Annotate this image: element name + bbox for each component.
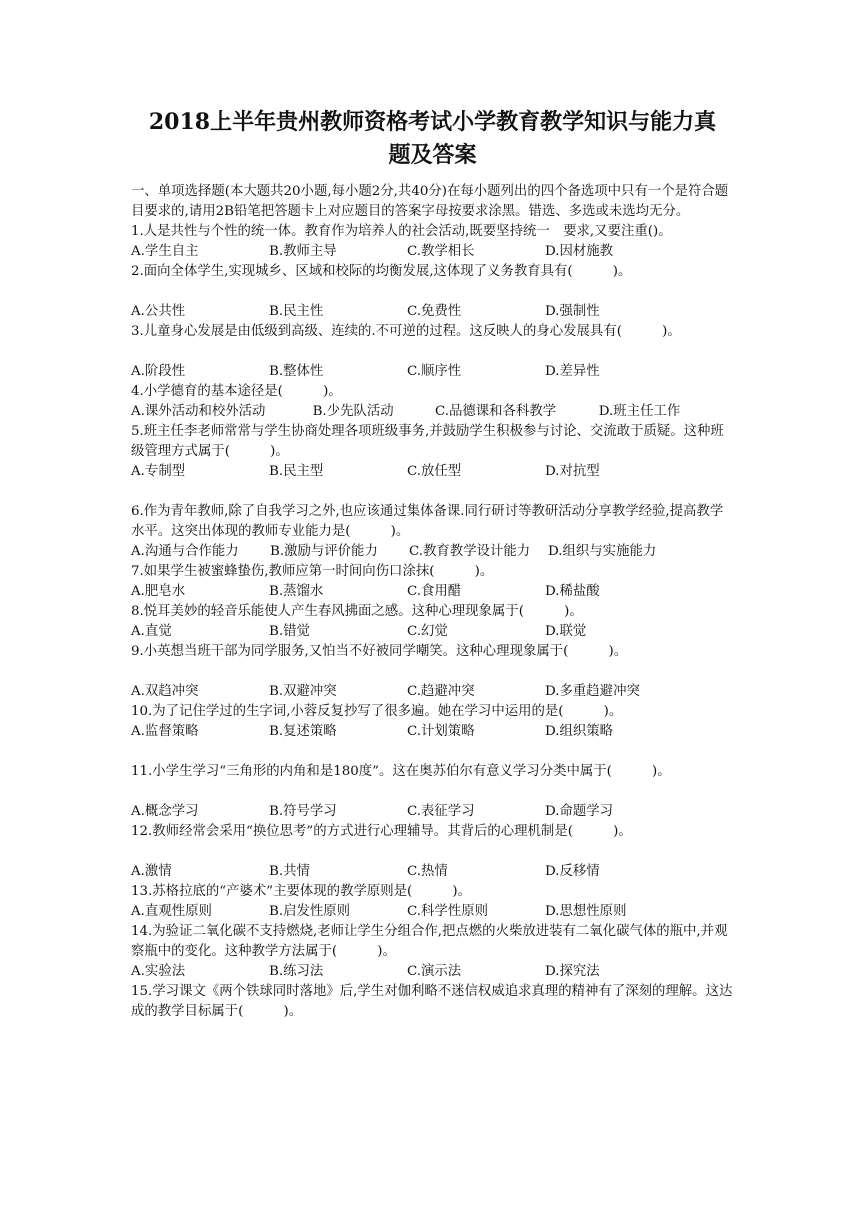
option: D.联觉	[545, 624, 587, 639]
option: D.探究法	[545, 964, 600, 979]
option: A.双趋冲突	[131, 684, 199, 699]
option: B.整体性	[269, 364, 324, 379]
option: C.趋避冲突	[407, 684, 475, 699]
option-row	[131, 682, 735, 702]
option: C.食用醋	[407, 584, 462, 599]
question-stem: 11.小学生学习“三角形的内角和是180度”。这在奥苏伯尔有意义学习分类中属于( )。	[131, 764, 671, 779]
spacer	[131, 742, 735, 762]
option: D.强制性	[545, 304, 600, 319]
option: C.科学性原则	[407, 904, 488, 919]
section-instructions: 一、单项选择题(本大题共20小题,每小题2分,共40分)在每小题列出的四个备选项中只有一个是符合题目要求的,请用2B铅笔把答题卡上对应题目的答案字母按要求涂黑。错选、多选或未选均无分。	[131, 184, 729, 219]
question-stem: 1.人是共性与个性的统一体。教育作为培养人的社会活动,既要坚持统一 要求,又要注重()。	[131, 224, 672, 239]
spacer	[131, 282, 735, 302]
option-row	[131, 962, 735, 982]
option: A.公共性	[131, 304, 186, 319]
option: A.阶段性	[131, 364, 186, 379]
option: C.免费性	[407, 304, 462, 319]
question-stem: 7.如果学生被蜜蜂蛰伤,教师应第一时间向伤口涂抹( )。	[131, 564, 494, 579]
question-stem: 14.为验证二氧化碳不支持燃烧,老师让学生分组合作,把点燃的火柴放进装有二氧化碳气体的瓶中,并观察瓶中的变化。这种教学方法属于( )。	[131, 924, 728, 959]
option-row	[131, 862, 735, 882]
document-title	[120, 106, 745, 172]
question-stem: 15.学习课文《两个铁球同时落地》后,学生对伽利略不迷信权威追求真理的精神有了深刻的理解。这达成的教学目标属于( )。	[131, 984, 733, 1019]
option: C.品德课和各科教学	[434, 404, 557, 419]
option-row	[131, 402, 735, 422]
title-line-2: 题及答案	[388, 142, 477, 168]
question-stem: 6.作为青年教师,除了自我学习之外,也应该通过集体备课.同行研讨等教研活动分享教学经验,提高教学水平。这突出体现的教师专业能力是( )。	[131, 504, 724, 539]
option: D.对抗型	[545, 464, 600, 479]
option: B.练习法	[269, 964, 324, 979]
option-row	[131, 242, 735, 262]
option: B.共情	[269, 864, 310, 879]
option: A.直觉	[131, 624, 172, 639]
option: D.思想性原则	[545, 904, 627, 919]
option-row	[131, 622, 735, 642]
option-row	[131, 542, 735, 562]
question-stem: 12.教师经常会采用“换位思考”的方式进行心理辅导。其背后的心理机制是( )。	[131, 824, 632, 839]
question-stem: 4.小学德育的基本途径是( )。	[131, 384, 342, 399]
option: A.激情	[131, 864, 172, 879]
option: B.激励与评价能力	[270, 544, 378, 559]
question-stem: 3.儿童身心发展是由低级到高级、连续的.不可逆的过程。这反映人的身心发展具有( )。	[131, 324, 681, 339]
option-row	[131, 722, 735, 742]
option: B.教师主导	[269, 244, 337, 259]
option: C.顺序性	[407, 364, 462, 379]
option: B.符号学习	[269, 804, 337, 819]
option: D.命题学习	[545, 804, 614, 819]
option-row	[131, 802, 735, 822]
question-stem: 10.为了记住学过的生字词,小蓉反复抄写了很多遍。她在学习中运用的是( )。	[131, 704, 623, 719]
option-row	[131, 302, 735, 322]
option: D.组织策略	[545, 724, 614, 739]
option: C.教学相长	[407, 244, 475, 259]
option: A.课外活动和校外活动	[131, 404, 266, 419]
question-stem: 2.面向全体学生,实现城乡、区域和校际的均衡发展,这体现了义务教育具有( )。	[131, 264, 632, 279]
option: B.双避冲突	[269, 684, 337, 699]
option: C.教育教学设计能力	[409, 544, 531, 559]
option: C.计划策略	[407, 724, 475, 739]
spacer	[131, 482, 735, 502]
question-stem: 13.苏格拉底的“产婆术”主要体现的教学原则是( )。	[131, 884, 472, 899]
option: D.反移情	[545, 864, 600, 879]
option: A.肥皂水	[131, 584, 186, 599]
option: B.蒸馏水	[269, 584, 324, 599]
question-stem: 8.悦耳美妙的轻音乐能使人产生春风拂面之感。这种心理现象属于( )。	[131, 604, 583, 619]
spacer	[131, 342, 735, 362]
option: A.沟通与合作能力	[131, 544, 239, 559]
question-stem: 9.小英想当班干部为同学服务,又怕当不好被同学嘲笑。这种心理现象属于( )。	[131, 644, 628, 659]
option: A.直观性原则	[131, 904, 212, 919]
option: A.概念学习	[131, 804, 199, 819]
option: D.差异性	[545, 364, 600, 379]
option: B.民主型	[269, 464, 324, 479]
option: C.演示法	[407, 964, 462, 979]
option: A.监督策略	[131, 724, 199, 739]
spacer	[131, 662, 735, 682]
option: D.因材施教	[545, 244, 614, 259]
option: B.民主性	[269, 304, 324, 319]
option: A.专制型	[131, 464, 186, 479]
option: B.复述策略	[269, 724, 337, 739]
option: B.少先队活动	[312, 404, 394, 419]
option: D.稀盐酸	[545, 584, 600, 599]
option: A.实验法	[131, 964, 186, 979]
option: D.班主任工作	[598, 404, 681, 419]
option: C.表征学习	[407, 804, 475, 819]
option: A.学生自主	[131, 244, 199, 259]
title-line-1: 2018上半年贵州教师资格考试小学教育教学知识与能力真	[148, 109, 717, 135]
option: C.幻觉	[407, 624, 448, 639]
spacer	[131, 782, 735, 802]
option-row	[131, 362, 735, 382]
spacer	[131, 842, 735, 862]
option: B.启发性原则	[269, 904, 351, 919]
option: C.热情	[407, 864, 448, 879]
option-row	[131, 902, 735, 922]
option: C.放任型	[407, 464, 462, 479]
question-stem: 5.班主任李老师常常与学生协商处理各项班级事务,并鼓励学生积极参与讨论、交流敢于质疑。这种班级管理方式属于( )。	[131, 424, 724, 459]
option-row	[131, 582, 735, 602]
option: B.错觉	[269, 624, 310, 639]
option: D.组织与实施能力	[548, 544, 657, 559]
option-row	[131, 462, 735, 482]
option: D.多重趋避冲突	[545, 684, 640, 699]
exam-content	[131, 182, 735, 1022]
